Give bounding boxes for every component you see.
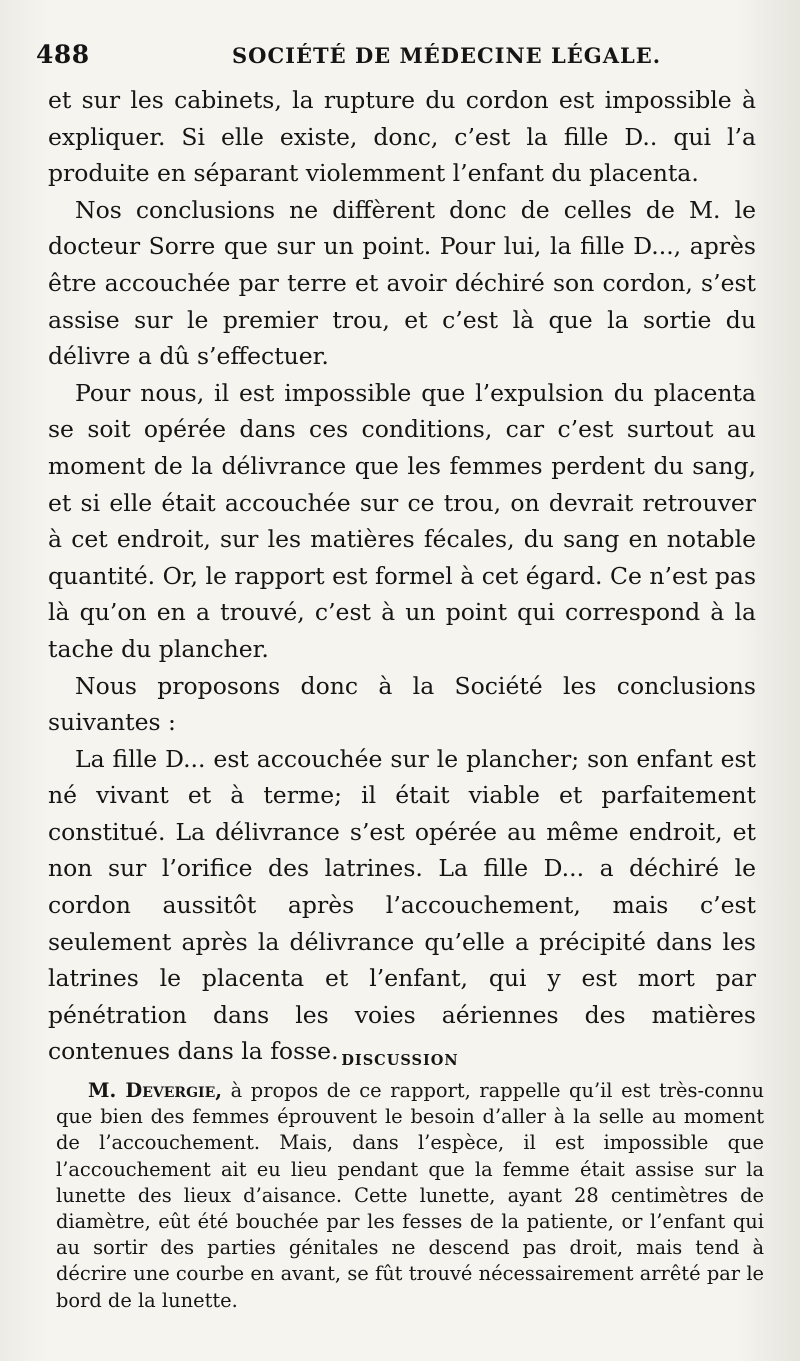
running-head — [36, 40, 766, 70]
paragraph-final-conclusion: La fille D... est accouchée sur le plancher; son enfant est né vivant et à terme; il était viable et parfaitement constitué. La délivrance s’est opérée au même endroit, et non sur l’orifice des latrines. La fille D... a déchiré le cordon aussitôt après l’accouchement, mais c’est seulement après la délivrance qu’elle a précipité dans les latrines le placenta et l’enfant, qui y est mort par pénétration dans les voies aériennes des matières contenues dans la fosse. — [48, 744, 756, 1066]
paragraph-conclusions: Nos conclusions ne diffèrent donc de celles de M. le docteur Sorre que sur un point. Pour lui, la fille D..., après être accouchée par terre et avoir déchiré son cordon, s’est assise sur le premier trou, et c’est là que la sortie du délivre a dû s’effectuer. — [48, 195, 756, 371]
discussion-body: à propos de ce rapport, rappelle qu’il est très-connu que bien des femmes éprouvent le besoin d’aller à la selle au moment de l’accouchement. Mais, dans l’espèce, il est impossible que l’accouchement ait eu lieu pendant que la femme était assise sur la lunette des lieux d’aisance. Cette lunette, ayant 28 centimètres de diamètre, eût été bouchée par les fesses de la patiente, or l’enfant qui au sortir des parties génitales ne descend pas droit, mais tend à décrire une courbe en avant, se fût trouvé nécessairement arrêté par le bord de la lunette. — [56, 1079, 764, 1312]
speaker-name: M. Devergie, — [88, 1079, 222, 1102]
main-text — [48, 82, 756, 1070]
paragraph-proposal: Nous proposons donc à la Société les conclusions suivantes : — [48, 671, 756, 737]
journal-title: SOCIÉTÉ DE MÉDECINE LÉGALE. — [232, 43, 662, 68]
paragraph-placenta: Pour nous, il est impossible que l’expulsion du placenta se soit opérée dans ces conditions, car c’est surtout au moment de la délivrance que les femmes perdent du sang, et si elle était accouchée sur ce trou, on devrait retrouver à cet endroit, sur les matières fécales, du sang en notable quantité. Or, le rapport est formel à cet égard. Ce n’est pas là qu’on en a trouvé, c’est à un point qui correspond à la tache du plancher. — [48, 378, 756, 663]
paragraph-continuation: et sur les cabinets, la rupture du cordon est impossible à expliquer. Si elle existe, donc, c’est la fille D.. qui l’a produite en séparant violemment l’enfant du placenta. — [48, 86, 756, 188]
page-number: 488 — [36, 40, 90, 69]
discussion-heading: DISCUSSION — [341, 1052, 459, 1069]
discussion-paragraph — [56, 1078, 764, 1314]
discussion-text — [56, 1078, 764, 1314]
